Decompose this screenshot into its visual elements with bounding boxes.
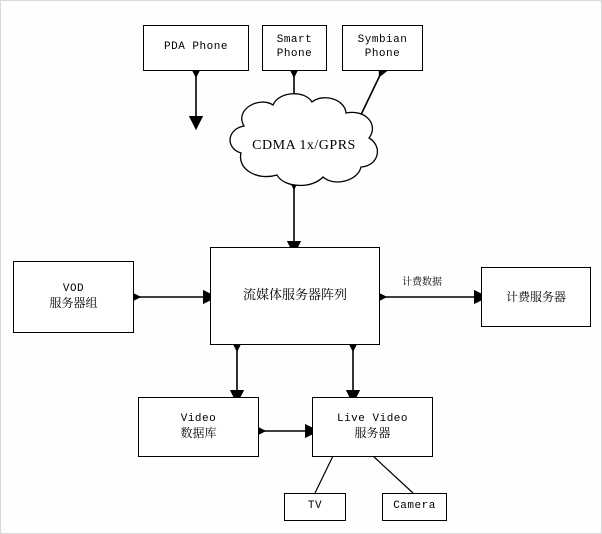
node-pda-phone-label: PDA Phone (164, 41, 228, 54)
node-streaming-server-array[interactable] (210, 247, 380, 345)
node-cloud-network[interactable] (229, 131, 379, 161)
node-tv[interactable] (284, 493, 346, 521)
node-camera[interactable] (382, 493, 447, 521)
node-symbian-phone-label-line2: Phone (364, 48, 401, 60)
node-pda-phone[interactable] (143, 25, 249, 71)
edge-livevideo-to-camera (373, 456, 413, 493)
node-smart-phone-label-line2: Phone (276, 48, 313, 60)
node-live-video-label-line2: 服务器 (354, 426, 391, 441)
node-vod-label-line2: 服务器组 (49, 296, 98, 311)
node-billing-server-label: 计费服务器 (505, 289, 566, 304)
node-symbian-phone[interactable] (342, 25, 423, 71)
node-vod-server-group[interactable] (13, 261, 134, 333)
node-video-db-label-line1: Video (180, 412, 217, 425)
edge-label-billing-data-text: 计费数据 (402, 277, 442, 288)
edge-livevideo-to-tv (315, 456, 333, 493)
node-live-video-label-line1: Live Video (336, 412, 408, 425)
node-camera-label: Camera (393, 500, 436, 513)
node-smart-phone[interactable] (262, 25, 327, 71)
node-tv-label: TV (307, 500, 323, 513)
node-cloud-label: CDMA 1x/GPRS (252, 138, 356, 153)
node-live-video-server[interactable] (312, 397, 433, 457)
node-video-db-label-line2: 数据库 (180, 426, 217, 441)
node-video-database[interactable] (138, 397, 259, 457)
node-smart-phone-label-line1: Smart (276, 34, 313, 47)
node-vod-label-line1: VOD (62, 282, 85, 295)
node-billing-server[interactable] (481, 267, 591, 327)
edge-label-billing-data (402, 273, 442, 288)
node-streaming-server-label: 流媒体服务器阵列 (242, 287, 347, 303)
node-symbian-phone-label-line1: Symbian (357, 34, 408, 47)
